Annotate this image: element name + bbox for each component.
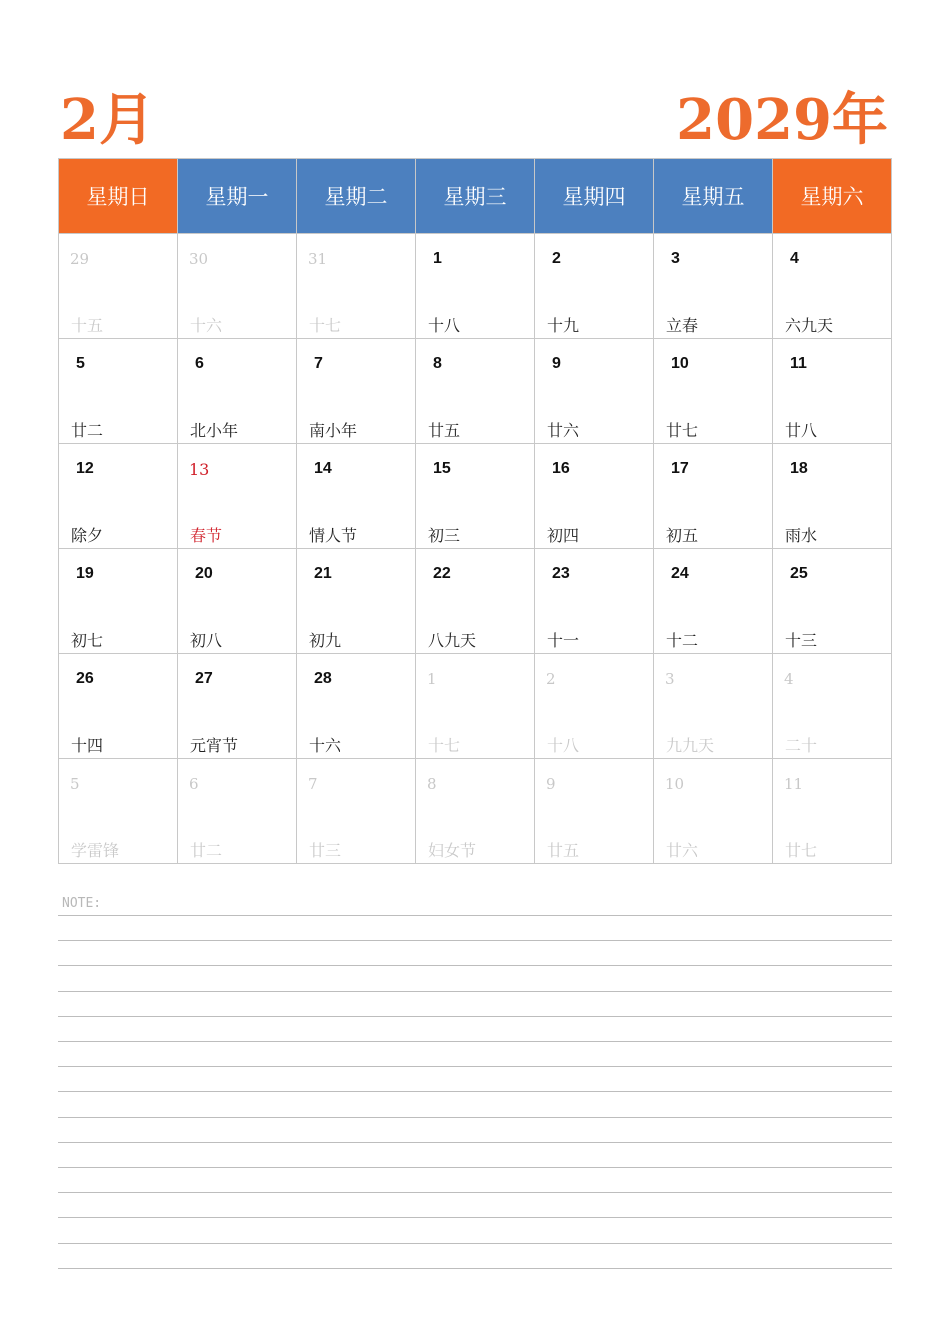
lunar-label: 十七 xyxy=(309,316,342,335)
lunar-label: 初三 xyxy=(428,526,461,545)
lunar-label: 学雷锋 xyxy=(71,841,120,860)
day-number: 14 xyxy=(314,460,332,477)
week-row xyxy=(59,234,892,339)
lunar-label: 初七 xyxy=(71,631,104,650)
day-number: 6 xyxy=(195,355,204,372)
day-cell[interactable] xyxy=(297,339,416,444)
day-cell[interactable] xyxy=(535,654,654,759)
lunar-label: 南小年 xyxy=(309,421,358,440)
day-cell[interactable] xyxy=(773,654,892,759)
lunar-label: 廿三 xyxy=(309,841,342,860)
note-line xyxy=(58,1167,892,1168)
weekday-header-thursday: 星期四 xyxy=(535,159,654,234)
day-number: 18 xyxy=(790,460,808,477)
month-title: 2月 xyxy=(60,87,155,153)
lunar-label: 廿二 xyxy=(71,421,104,440)
day-cell[interactable] xyxy=(178,654,297,759)
week-row xyxy=(59,654,892,759)
lunar-label: 六九天 xyxy=(785,316,834,335)
day-number: 7 xyxy=(314,355,323,372)
note-line xyxy=(58,1066,892,1067)
day-cell[interactable] xyxy=(416,549,535,654)
note-line xyxy=(58,1243,892,1244)
day-number: 30 xyxy=(189,250,209,268)
day-cell[interactable] xyxy=(535,339,654,444)
lunar-label: 十六 xyxy=(190,316,223,335)
lunar-label: 春节 xyxy=(190,526,223,545)
week-row xyxy=(59,549,892,654)
calendar-grid xyxy=(58,158,892,864)
lunar-label: 十三 xyxy=(785,631,818,650)
lunar-label: 元宵节 xyxy=(190,736,239,755)
lunar-label: 初八 xyxy=(190,631,223,650)
note-line xyxy=(58,1192,892,1193)
lunar-label: 十七 xyxy=(428,736,461,755)
lunar-label: 廿二 xyxy=(190,841,223,860)
day-number: 9 xyxy=(552,355,561,372)
day-number: 2 xyxy=(552,250,561,267)
day-cell[interactable] xyxy=(535,234,654,339)
day-cell[interactable] xyxy=(59,444,178,549)
lunar-label: 十八 xyxy=(547,736,580,755)
week-row xyxy=(59,444,892,549)
day-number: 24 xyxy=(671,565,689,582)
day-cell[interactable] xyxy=(178,759,297,864)
lunar-label: 情人节 xyxy=(309,526,358,545)
weekday-header-wednesday: 星期三 xyxy=(416,159,535,234)
day-cell[interactable] xyxy=(59,234,178,339)
lunar-label: 廿七 xyxy=(666,421,699,440)
day-number: 9 xyxy=(546,775,556,793)
day-number: 11 xyxy=(790,355,807,372)
lunar-label: 北小年 xyxy=(190,421,239,440)
week-row xyxy=(59,759,892,864)
day-number: 7 xyxy=(308,775,318,793)
note-line xyxy=(58,940,892,941)
day-number: 1 xyxy=(433,250,442,267)
day-number: 5 xyxy=(70,775,80,793)
day-cell[interactable] xyxy=(654,549,773,654)
lunar-label: 十四 xyxy=(71,736,104,755)
note-line xyxy=(58,1041,892,1042)
lunar-label: 二十 xyxy=(785,736,818,755)
day-number: 27 xyxy=(195,670,213,687)
day-number: 3 xyxy=(671,250,680,267)
note-line xyxy=(58,1117,892,1118)
note-line xyxy=(58,1091,892,1092)
day-number: 23 xyxy=(552,565,570,582)
day-number: 16 xyxy=(552,460,570,477)
day-cell[interactable] xyxy=(297,654,416,759)
day-cell[interactable] xyxy=(654,234,773,339)
note-line xyxy=(58,1142,892,1143)
day-number: 3 xyxy=(665,670,675,688)
day-number: 4 xyxy=(784,670,794,688)
lunar-label: 立春 xyxy=(666,316,699,335)
day-cell[interactable] xyxy=(535,549,654,654)
day-cell[interactable] xyxy=(654,654,773,759)
day-cell[interactable] xyxy=(773,234,892,339)
weekday-header-tuesday: 星期二 xyxy=(297,159,416,234)
day-cell[interactable] xyxy=(654,759,773,864)
day-number: 29 xyxy=(70,250,90,268)
day-cell[interactable] xyxy=(416,444,535,549)
day-number: 31 xyxy=(308,250,328,268)
lunar-label: 十二 xyxy=(666,631,699,650)
lunar-label: 十八 xyxy=(428,316,461,335)
lunar-label: 廿五 xyxy=(428,421,461,440)
weekday-header-friday: 星期五 xyxy=(654,159,773,234)
day-cell[interactable] xyxy=(178,339,297,444)
lunar-label: 妇女节 xyxy=(428,841,477,860)
day-cell[interactable] xyxy=(535,444,654,549)
note-label: NOTE: xyxy=(62,896,102,911)
lunar-label: 除夕 xyxy=(71,526,104,545)
day-cell[interactable] xyxy=(59,549,178,654)
day-number: 8 xyxy=(427,775,437,793)
day-number: 10 xyxy=(665,775,685,793)
day-cell[interactable] xyxy=(773,339,892,444)
day-number: 11 xyxy=(784,775,804,793)
note-line xyxy=(58,915,892,916)
day-cell[interactable] xyxy=(178,234,297,339)
day-cell[interactable] xyxy=(416,339,535,444)
weekday-header-saturday: 星期六 xyxy=(773,159,892,234)
day-cell[interactable] xyxy=(416,654,535,759)
lunar-label: 十五 xyxy=(71,316,104,335)
day-cell[interactable] xyxy=(654,444,773,549)
day-number: 22 xyxy=(433,565,451,582)
day-number: 1 xyxy=(427,670,437,688)
day-number: 12 xyxy=(76,460,94,477)
day-cell[interactable] xyxy=(297,444,416,549)
day-number: 21 xyxy=(314,565,332,582)
lunar-label: 八九天 xyxy=(428,631,477,650)
day-number: 6 xyxy=(189,775,199,793)
day-cell[interactable] xyxy=(178,444,297,549)
note-line xyxy=(58,1268,892,1269)
day-number: 17 xyxy=(671,460,689,477)
lunar-label: 初五 xyxy=(666,526,699,545)
lunar-label: 廿五 xyxy=(547,841,580,860)
day-number: 2 xyxy=(546,670,556,688)
day-cell[interactable] xyxy=(297,549,416,654)
lunar-label: 廿六 xyxy=(666,841,699,860)
note-line xyxy=(58,1016,892,1017)
day-cell[interactable] xyxy=(535,759,654,864)
day-number: 15 xyxy=(433,460,451,477)
day-cell[interactable] xyxy=(773,549,892,654)
day-cell[interactable] xyxy=(297,234,416,339)
note-line xyxy=(58,965,892,966)
lunar-label: 九九天 xyxy=(666,736,715,755)
day-number: 13 xyxy=(189,460,210,479)
note-line xyxy=(58,1217,892,1218)
lunar-label: 十九 xyxy=(547,316,580,335)
day-cell[interactable] xyxy=(773,759,892,864)
day-cell[interactable] xyxy=(178,549,297,654)
day-cell[interactable] xyxy=(416,234,535,339)
lunar-label: 廿七 xyxy=(785,841,818,860)
lunar-label: 初四 xyxy=(547,526,580,545)
week-row xyxy=(59,339,892,444)
note-line xyxy=(58,991,892,992)
day-cell[interactable] xyxy=(416,759,535,864)
day-number: 5 xyxy=(76,355,85,372)
day-cell[interactable] xyxy=(59,759,178,864)
year-title: 2029年 xyxy=(676,87,888,153)
day-number: 20 xyxy=(195,565,213,582)
lunar-label: 廿八 xyxy=(785,421,818,440)
day-number: 10 xyxy=(671,355,689,372)
lunar-label: 初九 xyxy=(309,631,342,650)
day-number: 28 xyxy=(314,670,332,687)
day-cell[interactable] xyxy=(59,339,178,444)
lunar-label: 雨水 xyxy=(785,526,818,545)
lunar-label: 廿六 xyxy=(547,421,580,440)
weekday-header-monday: 星期一 xyxy=(178,159,297,234)
lunar-label: 十一 xyxy=(547,631,580,650)
day-number: 4 xyxy=(790,250,799,267)
day-number: 25 xyxy=(790,565,808,582)
day-cell[interactable] xyxy=(773,444,892,549)
day-number: 19 xyxy=(76,565,94,582)
lunar-label: 十六 xyxy=(309,736,342,755)
weekday-header-row xyxy=(59,159,892,234)
day-number: 8 xyxy=(433,355,442,372)
day-cell[interactable] xyxy=(654,339,773,444)
day-number: 26 xyxy=(76,670,94,687)
day-cell[interactable] xyxy=(59,654,178,759)
day-cell[interactable] xyxy=(297,759,416,864)
weekday-header-sunday: 星期日 xyxy=(59,159,178,234)
